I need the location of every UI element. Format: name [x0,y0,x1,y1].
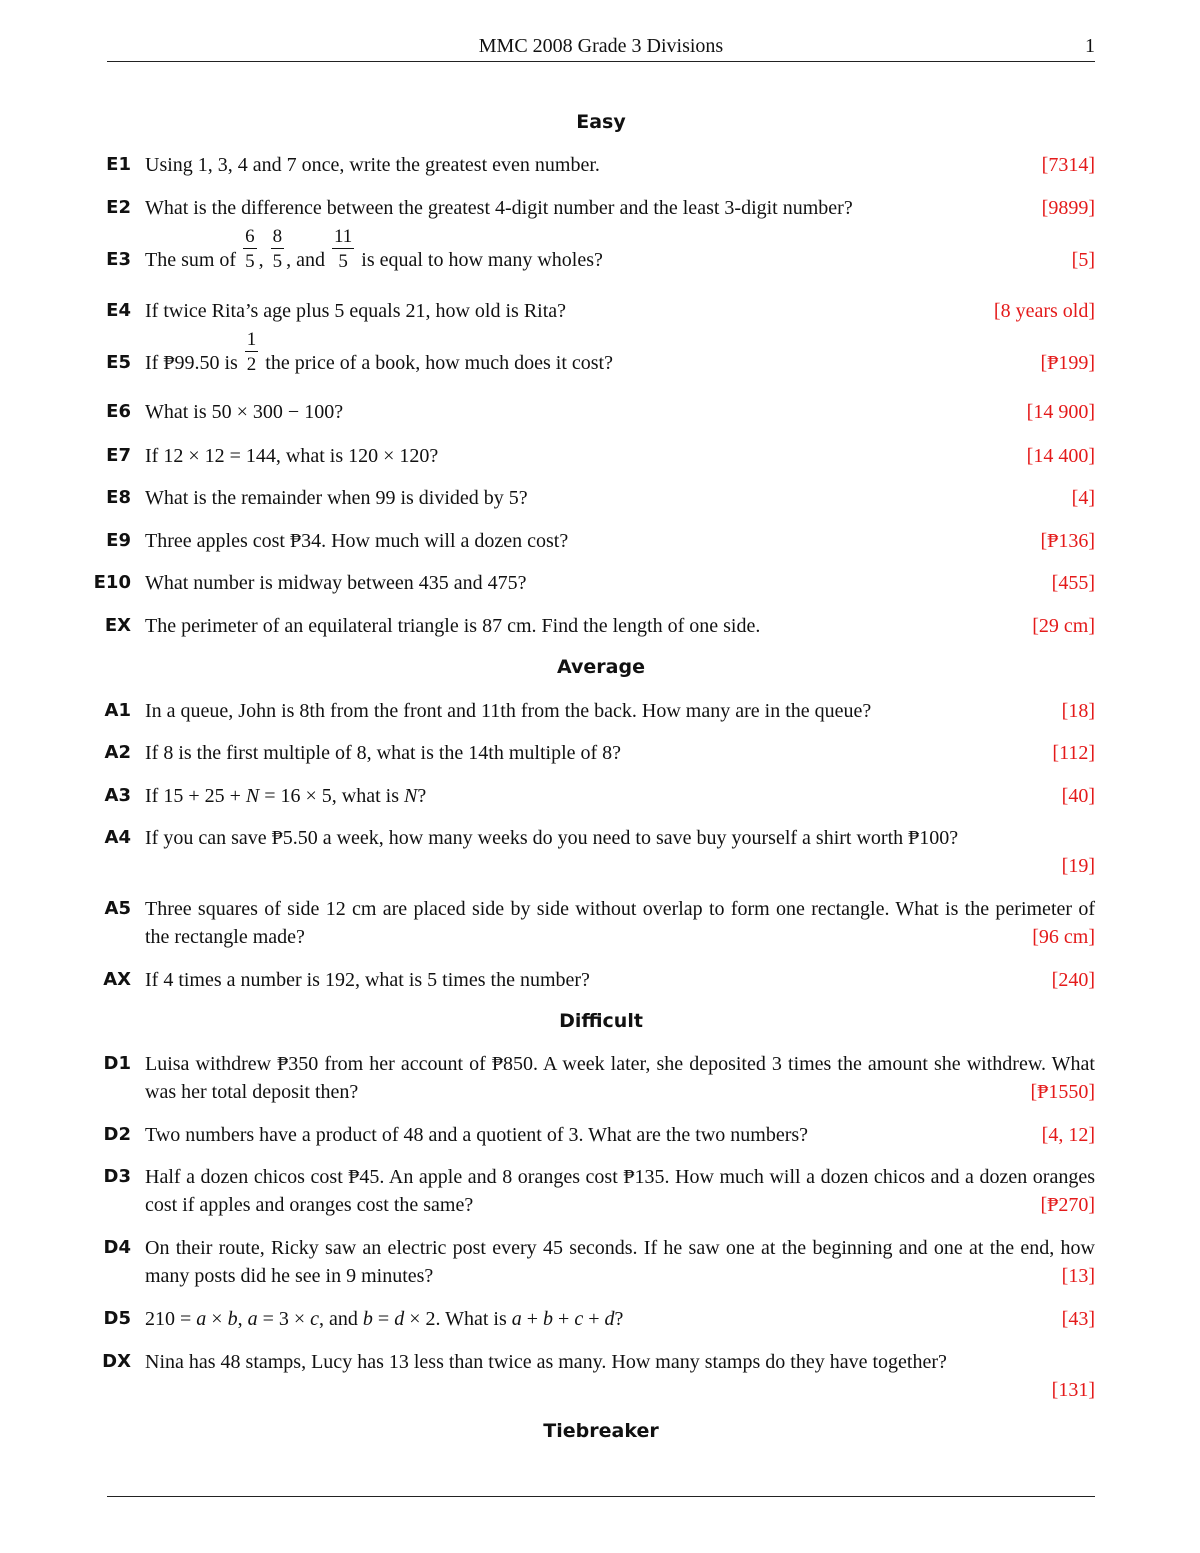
problem-label: AX [103,969,131,990]
problem-label: E7 [106,445,131,466]
question-text: + [558,1308,570,1330]
problem-question: If you can save ₱5.50 a week, how many weeks do you need to save buy yourself a shirt worth ₱100? [145,827,959,849]
question-text: × [211,1308,223,1330]
fraction-denominator: 2 [246,354,257,376]
fraction-numerator: 11 [333,226,353,248]
problem-label: DX [102,1351,131,1372]
problem-answer: [18] [1061,700,1095,722]
problem-question: In a queue, John is 8th from the front and 11th from the back. How many are in the queue? [145,700,872,722]
problem-answer: [8 years old] [993,300,1095,322]
variable: N [404,785,418,807]
variable: a [511,1308,522,1330]
fraction [332,227,354,271]
question-text: = [377,1308,390,1330]
problem-question: Luisa withdrew ₱350 from her account of ₱850. A week later, she deposited 3 times the amount she withdrew. What was her total deposit then? [145,1053,1095,1103]
problem-label: E3 [106,249,131,270]
fraction-denominator: 5 [245,251,255,273]
section-heading-difficult: Difficult [559,1010,643,1032]
problem-question: Three apples cost ₱34. How much will a dozen cost? [145,530,569,552]
problem-answer: [455] [1051,572,1095,594]
question-text: ? [417,785,427,807]
question-text: ? [614,1308,624,1330]
problem-answer: [240] [1051,969,1095,991]
page-title: MMC 2008 Grade 3 Divisions [478,35,724,57]
question-text: is equal to how many wholes? [361,249,603,271]
problem-label: D2 [103,1124,131,1145]
problem-answer: [29 cm] [1032,615,1095,637]
problem-answer: [14 400] [1026,445,1095,467]
header-rule [107,61,1095,62]
problem-question: On their route, Ricky saw an electric post every 45 seconds. If he saw one at the beginning and one at the end, how many posts did he see in 9 minutes? [145,1237,1095,1287]
variable: b [362,1308,373,1330]
problem-answer: [112] [1052,742,1095,764]
problem-question: What is the remainder when 99 is divided by 5? [145,487,528,509]
variable: a [247,1308,258,1330]
problem-question [145,782,945,810]
problem-label: E4 [106,300,131,321]
problem-label: E5 [106,352,131,373]
problem-answer: [₱199] [1040,352,1095,374]
document-page [93,0,1095,1553]
question-text: If ₱99.50 is [145,352,238,374]
problem-answer: [14 900] [1026,401,1095,423]
problem-answer: [4, 12] [1041,1124,1095,1146]
fraction [245,330,259,374]
fraction-numerator: 8 [272,226,283,248]
question-text: , [237,1308,243,1330]
problem-question: Half a dozen chicos cost ₱45. An apple and 8 oranges cost ₱135. How much will a dozen chicos and a dozen oranges cost if apples and oranges cost the same? [145,1166,1095,1216]
problem-label: E2 [106,197,131,218]
variable: c [310,1308,320,1330]
question-text: the price of a book, how much does it cost? [265,352,613,374]
problem-question: What number is midway between 435 and 475? [145,572,527,594]
problem-label: E10 [93,572,131,593]
question-text: × 2. What is [409,1308,507,1330]
variable: d [604,1308,615,1330]
section-heading-easy: Easy [576,111,626,133]
problem-label: A3 [104,785,131,806]
problem-answer: [40] [1061,785,1095,807]
problem-answer: [7314] [1041,154,1095,176]
problem-label: E9 [106,530,131,551]
variable: N [245,785,260,807]
problem-question: If 8 is the first multiple of 8, what is the 14th multiple of 8? [145,742,622,764]
question-text: + [526,1308,539,1330]
problem-label: A2 [104,742,131,763]
problem-question [145,1305,945,1333]
question-text: The sum of [145,249,237,271]
problem-question: If twice Rita’s age plus 5 equals 21, how old is Rita? [145,300,567,322]
fraction-denominator: 5 [272,251,283,273]
problem-question: If 4 times a number is 192, what is 5 times the number? [145,969,590,991]
page-header [107,33,1095,61]
problem-label: D1 [103,1053,131,1074]
fraction-numerator: 6 [245,226,255,248]
problem-label: A5 [104,898,131,919]
problem-answer: [4] [1071,487,1095,509]
problem-question: Two numbers have a product of 48 and a quotient of 3. What are the two numbers? [145,1124,809,1146]
problem-question: Using 1, 3, 4 and 7 once, write the greatest even number. [145,154,600,176]
problem-answer: [43] [1061,1308,1095,1330]
variable: a [196,1308,207,1330]
problem-label: D5 [103,1308,131,1329]
problem-answer: [₱136] [1040,530,1095,552]
variable: d [394,1308,405,1330]
problem-answer: [13] [1061,1265,1095,1287]
problem-label: A4 [104,827,131,848]
question-text: 210 = [145,1308,192,1330]
variable: b [543,1308,554,1330]
section-heading-average: Average [557,656,645,678]
problem-label: E6 [106,401,131,422]
footer-rule [107,1496,1095,1497]
question-text: + [588,1308,600,1330]
problem-answer: [9899] [1041,197,1095,219]
page-number: 1 [1085,35,1095,57]
problem-answer: [131] [1051,1379,1095,1401]
problem-label: EX [104,615,131,636]
question-text: , and [319,1308,358,1330]
fraction [271,227,285,271]
problem-question: Three squares of side 12 cm are placed side by side without overlap to form one rectangle. What is the perimeter of the rectangle made? [145,898,1095,948]
question-text: = 16 × 5, what is [264,785,400,807]
fraction [243,227,257,271]
variable: b [227,1308,238,1330]
problem-question: If 12 × 12 = 144, what is 120 × 120? [145,445,439,467]
problem-question: The perimeter of an equilateral triangle is 87 cm. Find the length of one side. [145,615,761,637]
problem-question: What is the difference between the greatest 4-digit number and the least 3-digit number? [145,197,853,219]
problem-answer: [19] [1061,855,1095,877]
problem-question: Nina has 48 stamps, Lucy has 13 less than twice as many. How many stamps do they have together? [145,1351,947,1373]
fraction-numerator: 1 [246,329,257,351]
problem-label: D4 [103,1237,131,1258]
problem-label: A1 [104,700,131,721]
section-heading-tiebreaker: Tiebreaker [543,1420,659,1442]
problem-label: D3 [103,1166,131,1187]
problem-label: E1 [106,154,131,175]
problem-question: The sum of $\frac{6}{5}$ , $\frac{8}{5}$ , and $\frac{11}{5}$ is equal to how many wholes? [145,226,603,273]
problem-answer: [₱1550] [1030,1081,1095,1103]
variable: c [574,1308,584,1330]
problem-answer: [5] [1071,249,1095,271]
question-text: , and [286,249,325,271]
problem-answer: [₱270] [1040,1194,1095,1216]
question-text: If 15 + 25 + [145,785,241,807]
problem-answer: [96 cm] [1032,926,1095,948]
fraction-denominator: 5 [338,251,348,273]
problem-question [145,329,945,377]
problem-question: What is 50 × 300 − 100? [145,401,344,423]
problem-label: E8 [106,487,131,508]
question-text: = 3 × [262,1308,306,1330]
